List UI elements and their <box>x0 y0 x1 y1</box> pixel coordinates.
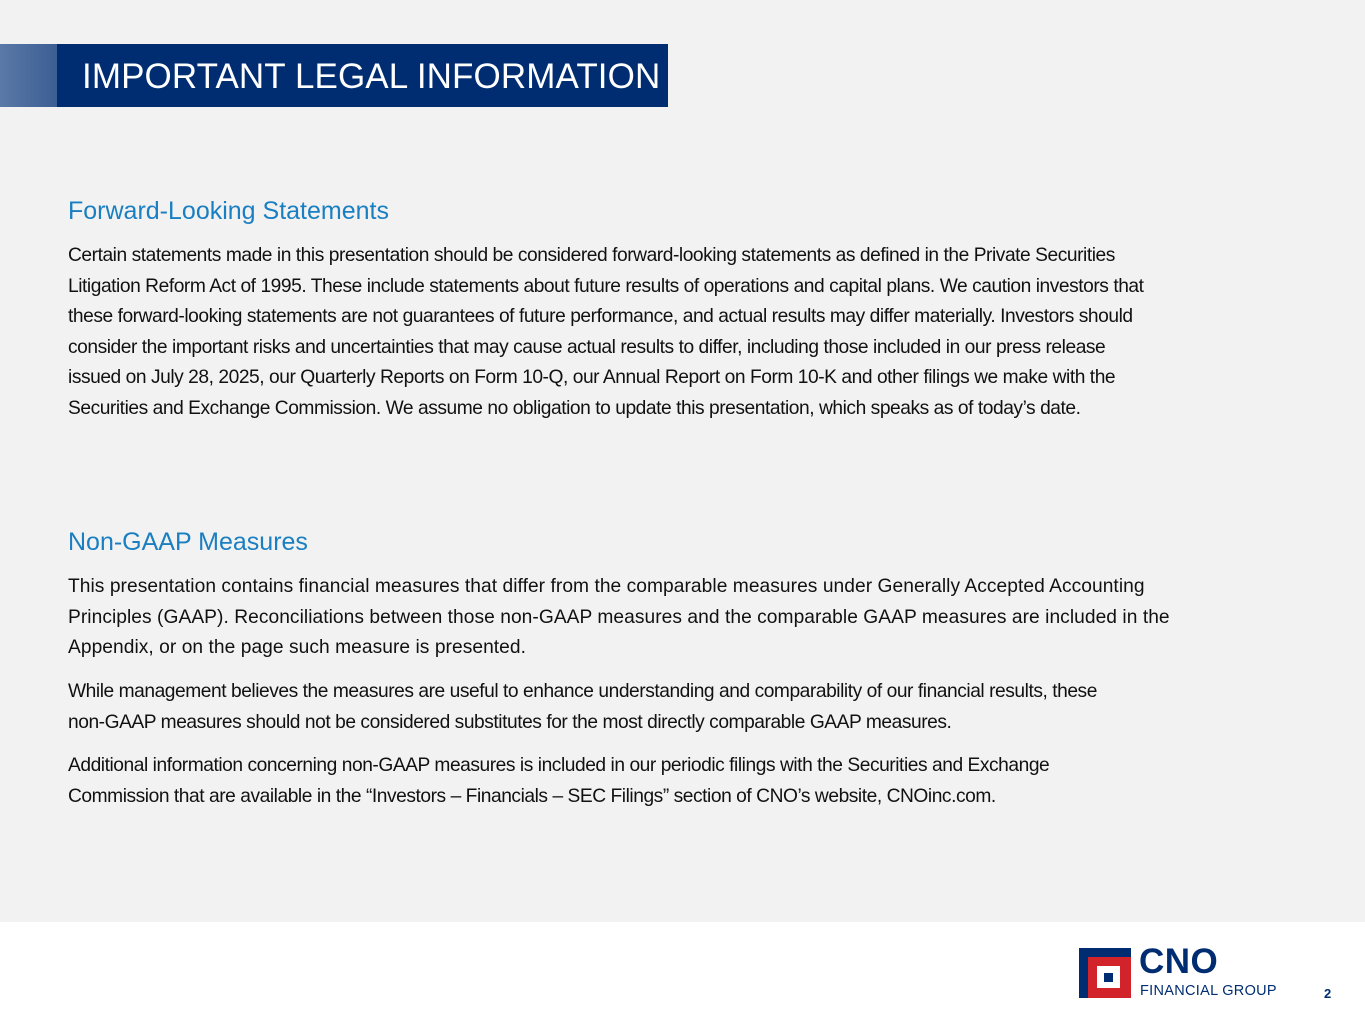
title-banner-accent <box>0 44 57 107</box>
title-banner <box>0 44 668 107</box>
page-number: 2 <box>1324 986 1332 1001</box>
logo-subtitle: FINANCIAL GROUP <box>1140 983 1277 999</box>
text-line: issued on July 28, 2025, our Quarterly Reports on Form 10-Q, our Annual Report on Form 10-K and other filings we make with the <box>68 367 1116 388</box>
text-line: Additional information concerning non-GAAP measures is included in our periodic filings with the Securities and Exchange <box>68 755 1050 776</box>
text-line: While management believes the measures are useful to enhance understanding and comparability of our financial results, these <box>68 681 1097 702</box>
non-gaap-paragraph-2 <box>68 677 1298 738</box>
non-gaap-paragraph-3 <box>68 751 1298 812</box>
forward-looking-heading: Forward-Looking Statements <box>68 197 389 225</box>
text-line: Certain statements made in this presentation should be considered forward-looking statements as defined in the Private Securities <box>68 245 1115 266</box>
text-line: Commission that are available in the “Investors – Financials – SEC Filings” section of CNO’s website, CNOinc.com. <box>68 785 996 807</box>
page-title: IMPORTANT LEGAL INFORMATION <box>82 57 661 96</box>
text-line: Principles (GAAP). Reconciliations between those non-GAAP measures and the comparable GAAP measures are included in the <box>68 606 1170 628</box>
text-line: This presentation contains financial measures that differ from the comparable measures under Generally Accepted Accounting <box>68 576 1145 597</box>
text-line: non-GAAP measures should not be considered substitutes for the most directly comparable GAAP measures. <box>68 711 952 733</box>
text-line: consider the important risks and uncertainties that may cause actual results to differ, including those included in our press release <box>68 336 1106 358</box>
text-line: these forward-looking statements are not guarantees of future performance, and actual results may differ materially. Investors should <box>68 306 1133 327</box>
non-gaap-paragraph-1 <box>68 572 1298 664</box>
non-gaap-heading: Non-GAAP Measures <box>68 528 308 556</box>
cno-logo <box>1079 942 1284 1000</box>
text-line: Appendix, or on the page such measure is presented. <box>68 637 527 658</box>
cno-logo-mark-icon <box>1079 948 1131 998</box>
logo-wordmark: CNO <box>1139 942 1219 981</box>
text-line: Securities and Exchange Commission. We assume no obligation to update this presentation, which speaks as of today’s date. <box>68 397 1081 419</box>
forward-looking-paragraph <box>68 241 1298 424</box>
text-line: Litigation Reform Act of 1995. These include statements about future results of operations and capital plans. We caution investors that <box>68 275 1144 297</box>
